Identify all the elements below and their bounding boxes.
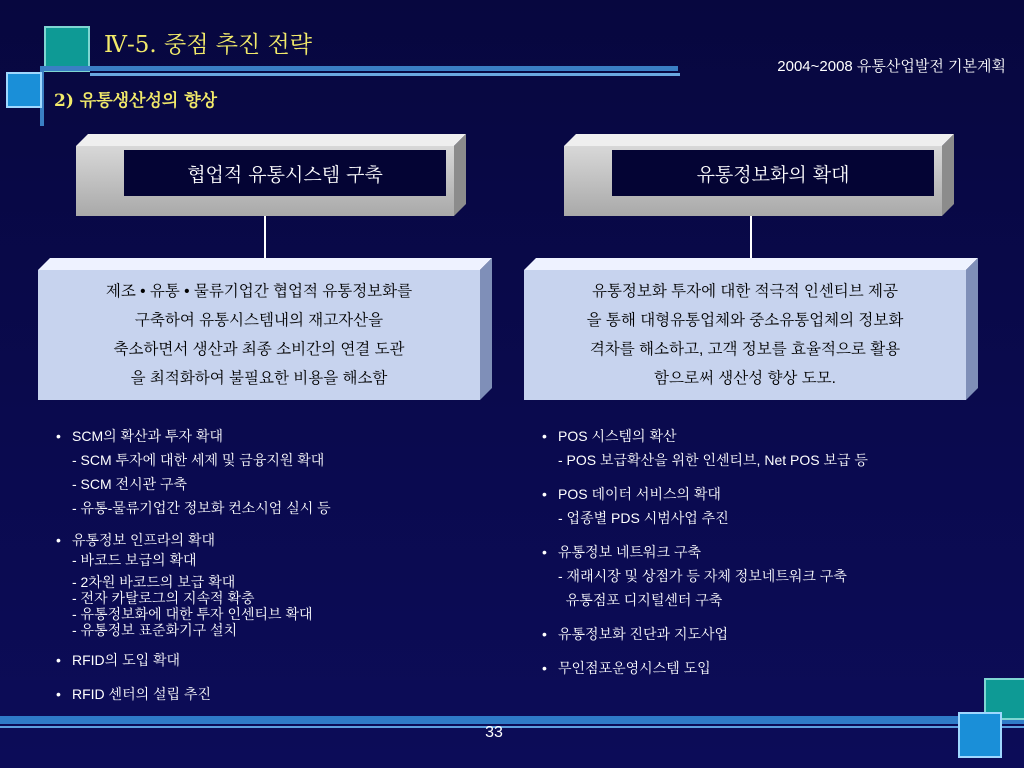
sub-item: - 업종별 PDS 시범사업 추진: [558, 510, 729, 526]
sub-item: - 유통-물류기업간 정보화 컨소시엄 실시 등: [72, 500, 331, 516]
left-desc-line: 축소하면서 생산과 최종 소비간의 연결 도관: [113, 341, 405, 358]
page-number: 33: [485, 724, 503, 741]
left-bullet-list: [52, 424, 331, 704]
right-heading-text: 유통정보화의 확대: [612, 150, 934, 196]
right-bullet-list: [538, 424, 868, 680]
left-heading-text: 협업적 유통시스템 구축: [124, 150, 446, 196]
right-desc-line: 함으로써 생산성 향상 도모.: [654, 370, 836, 387]
slide-title: Ⅳ-5. 중점 추진 전략: [104, 32, 312, 58]
bullet-item: • RFID의 도입 확대: [52, 650, 331, 670]
bullet-item: • SCM의 확산과 투자 확대: [52, 424, 331, 448]
sub-item: - 유통정보화에 대한 투자 인센티브 확대: [72, 606, 313, 622]
bullet-item: • 유통정보화 진단과 지도사업: [538, 622, 868, 646]
right-desc-line: 격차를 해소하고, 고객 정보를 효율적으로 활용: [589, 341, 901, 358]
bullet-item: • RFID 센터의 설립 추진: [52, 684, 331, 704]
sub-item: - 유통정보 표준화기구 설치: [72, 622, 238, 638]
header-rule-thin: [90, 73, 680, 76]
sub-item: 유통점포 디지털센터 구축: [558, 592, 723, 608]
section-subtitle: 2) 유통생산성의 향상: [54, 91, 218, 111]
sub-item: - 바코드 보급의 확대: [72, 552, 197, 568]
header-rule: [40, 66, 678, 71]
right-desc-line: 을 통해 대형유통업체와 중소유통업체의 정보화: [586, 312, 904, 329]
sub-item: - 재래시장 및 상점가 등 자체 정보네트워크 구축: [558, 568, 847, 584]
left-desc-line: 제조 • 유통 • 물류기업간 협업적 유통정보화를: [105, 283, 413, 300]
bullet-item: • 유통정보 네트워크 구축: [538, 540, 868, 564]
plan-title: 2004~2008 유통산업발전 기본계획: [777, 58, 1006, 75]
sub-item: - SCM 투자에 대한 세제 및 금융지원 확대: [72, 452, 325, 468]
left-desc-line: 구축하여 유통시스템내의 재고자산을: [134, 312, 384, 329]
decor-square-blue: [6, 72, 42, 108]
right-description-box: [524, 258, 978, 400]
left-description-box: [38, 258, 492, 400]
bullet-item: • 무인점포운영시스템 도입: [538, 656, 868, 680]
left-connector-line: [264, 216, 266, 260]
sub-item: - SCM 전시관 구축: [72, 476, 188, 492]
left-desc-line: 을 최적화하여 불필요한 비용을 해소함: [130, 370, 388, 387]
bullet-item: • POS 시스템의 확산: [538, 424, 868, 448]
bullet-item: • 유통정보 인프라의 확대: [52, 530, 331, 550]
sub-item: - 2차원 바코드의 보급 확대: [72, 574, 236, 590]
left-heading-box: [76, 134, 466, 216]
footer-rule: [0, 716, 1024, 724]
sub-item: - POS 보급확산을 위한 인센티브, Net POS 보급 등: [558, 452, 868, 468]
right-desc-line: 유통정보화 투자에 대한 적극적 인센티브 제공: [591, 283, 899, 300]
sub-item: - 전자 카탈로그의 지속적 확충: [72, 590, 255, 606]
right-heading-box: [564, 134, 954, 216]
bullet-item: • POS 데이터 서비스의 확대: [538, 482, 868, 506]
right-connector-line: [750, 216, 752, 260]
